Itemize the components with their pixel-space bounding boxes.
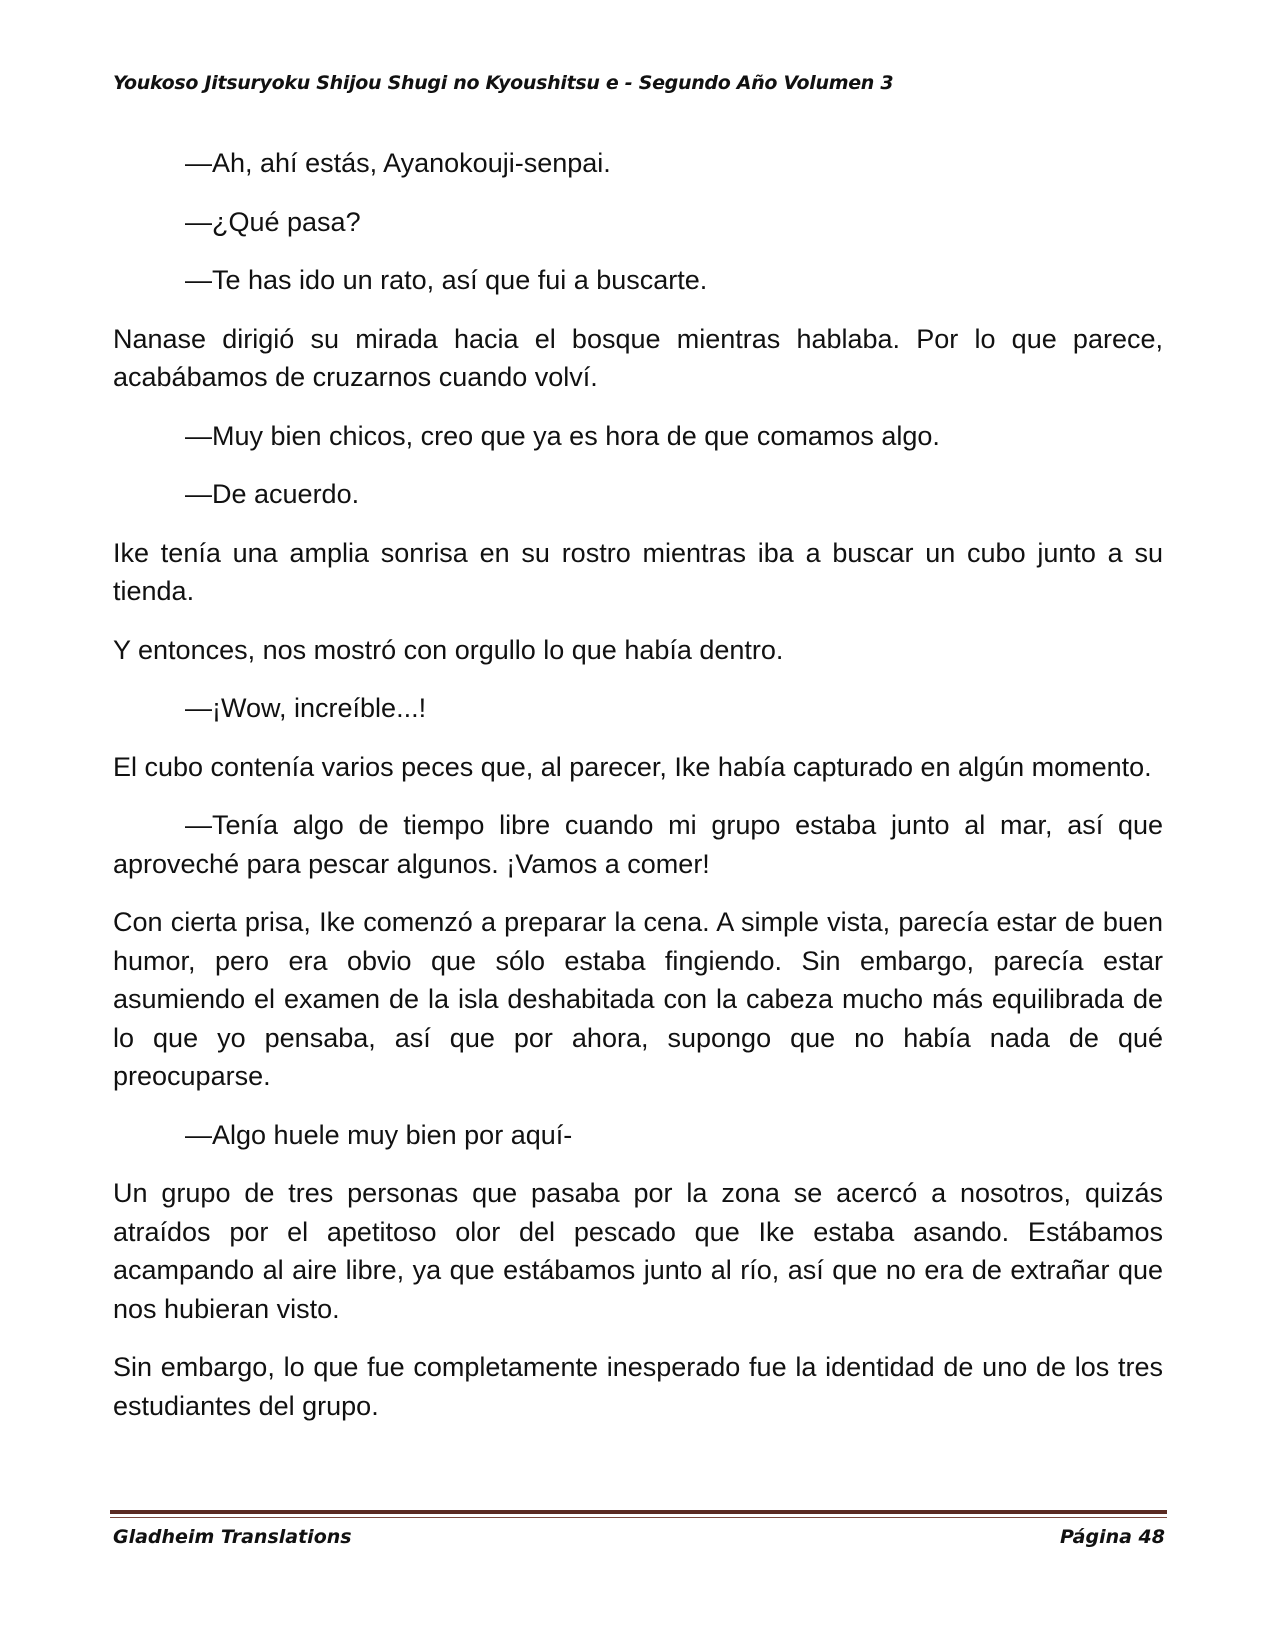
body-text [113,144,1163,1445]
page-number: Página 48 [1059,1526,1165,1548]
narration-paragraph: Con cierta prisa, Ike comenzó a preparar la cena. A simple vista, parecía estar de buen humor, pero era obvio que sólo estaba fingiendo. Sin embargo, parecía estar asumiendo el examen de la isla deshabitada con la cabeza mucho más equilibrada de lo que yo pensaba, así que por ahora, supongo que no había nada de qué preocuparse. [113,907,1163,1091]
running-header: Youkoso Jitsuryoku Shijou Shugi no Kyoushitsu e - Segundo Año Volumen 3 [113,72,894,94]
dialogue-line: —Tenía algo de tiempo libre cuando mi grupo estaba junto al mar, así que aproveché para pescar algunos. ¡Vamos a comer! [113,810,1163,879]
footer-divider [110,1510,1167,1514]
dialogue-line: —Muy bien chicos, creo que ya es hora de que comamos algo. [185,420,940,451]
narration-paragraph: El cubo contenía varios peces que, al parecer, Ike había capturado en algún momento. [113,751,1152,782]
narration-paragraph: Un grupo de tres personas que pasaba por la zona se acercó a nosotros, quizás atraídos por el apetitoso olor del pescado que Ike estaba asando. Estábamos acampando al aire libre, ya que estábamos junto al río, así que no era de extrañar que nos hubieran visto. [113,1178,1163,1324]
footer-divider-thin [110,1517,1167,1518]
narration-paragraph: Nanase dirigió su mirada hacia el bosque mientras hablaba. Por lo que parece, acabábamos de cruzarnos cuando volví. [113,323,1163,392]
narration-paragraph: Sin embargo, lo que fue completamente inesperado fue la identidad de uno de los tres estudiantes del grupo. [113,1352,1163,1421]
dialogue-line: —De acuerdo. [185,479,360,509]
narration-paragraph: Ike tenía una amplia sonrisa en su rostro mientras iba a buscar un cubo junto a su tienda. [113,537,1163,606]
footer-credit: Gladheim Translations [113,1526,352,1548]
narration-paragraph: Y entonces, nos mostró con orgullo lo que había dentro. [113,634,784,665]
dialogue-line: —¿Qué pasa? [185,206,361,237]
dialogue-line: —Algo huele muy bien por aquí- [185,1119,573,1150]
dialogue-line: —Te has ido un rato, así que fui a buscarte. [185,265,708,295]
dialogue-line: —¡Wow, increíble...! [185,693,427,723]
dialogue-line: —Ah, ahí estás, Ayanokouji-senpai. [185,148,611,178]
